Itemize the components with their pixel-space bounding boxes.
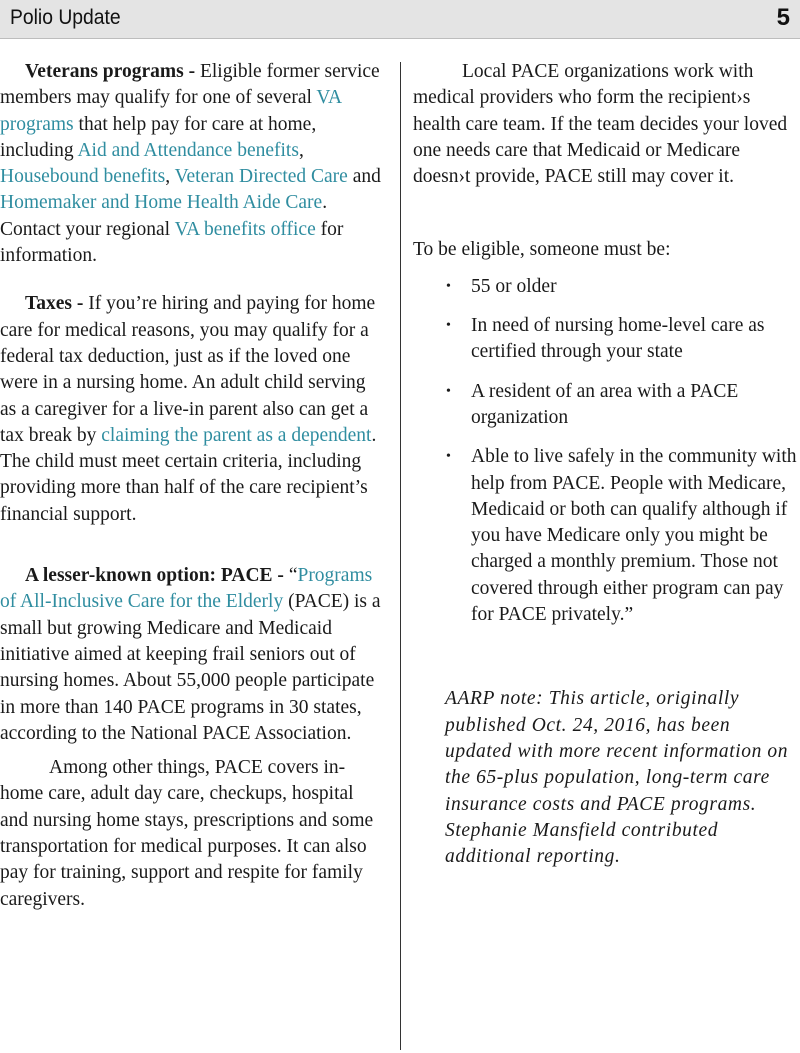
- page-number: 5: [776, 4, 790, 31]
- list-item: [413, 444, 800, 628]
- left-column: [0, 59, 385, 913]
- pace-text: “: [283, 565, 298, 587]
- among-paragraph: Among other things, PACE covers in-home care, adult day care, checkups, hospital and nursing home stays, prescriptions and some transportation for medical purposes. It can also pay for training, support and respite for family caregivers.: [0, 757, 374, 910]
- pace-paragraph: [0, 563, 385, 747]
- pace-text: (PACE) is a small but growing Medicare and Medicaid initiative aimed at keeping frail seniors out of nursing homes. About 55,000 people participate in more than 140 PACE programs in 30 states, according to the National PACE Association.: [0, 591, 381, 744]
- aid-attendance-link[interactable]: Aid and Attendance benefits: [77, 139, 299, 161]
- veterans-text: and: [347, 166, 381, 188]
- column-divider: [400, 62, 401, 1050]
- bullet-icon: •: [446, 318, 451, 334]
- pace-heading: A lesser-known option: PACE -: [25, 565, 284, 587]
- bullet-icon: •: [446, 278, 451, 294]
- veteran-directed-care-link[interactable]: Veteran Directed Care: [174, 166, 348, 188]
- aarp-note: AARP note: This article, originally published Oct. 24, 2016, has been updated with more recent information on the 65-plus population, long-term care insurance costs and PACE programs. Stephanie Mansfield contributed additional reporting.: [445, 688, 789, 868]
- taxes-heading: Taxes -: [25, 293, 84, 315]
- claim-dependent-link[interactable]: claiming the parent as a dependent: [101, 424, 372, 446]
- taxes-text: . The child must meet certain criteria, including providing more than half of the care recipient’s financial support.: [0, 424, 377, 525]
- housebound-link[interactable]: Housebound benefits: [0, 166, 166, 188]
- list-item-text: 55 or older: [471, 275, 557, 297]
- va-programs-link[interactable]: VA programs: [0, 87, 341, 135]
- veterans-heading: Veterans programs -: [25, 61, 196, 82]
- veterans-text: for information.: [0, 218, 344, 267]
- pace-programs-link[interactable]: Programs of All-Inclusive Care for the Elderly: [0, 565, 373, 613]
- homemaker-aide-link[interactable]: Homemaker and Home Health Aide Care: [0, 192, 323, 214]
- local-pace-paragraph: Local PACE organizations work with medical providers who form the recipient›s health care team. If the team decides your loved one needs care that Medicaid or Medicare doesn›t provide, PACE still may cover it.: [413, 61, 788, 188]
- veterans-text: that help pay for care at home, including: [0, 113, 317, 161]
- list-item: [413, 274, 800, 300]
- page-header: [0, 0, 800, 39]
- eligibility-list: [413, 274, 800, 629]
- veterans-text: ,: [165, 166, 175, 188]
- bullet-icon: •: [446, 383, 451, 399]
- eligibility-intro: To be eligible, someone must be:: [413, 239, 671, 261]
- taxes-paragraph: [0, 291, 385, 528]
- right-column: [413, 59, 800, 870]
- veterans-paragraph: [0, 59, 385, 269]
- veterans-text: . Contact your regional: [0, 192, 328, 240]
- list-item-text: A resident of an area with a PACE organization: [471, 380, 739, 428]
- list-item: [413, 379, 800, 432]
- va-benefits-office-link[interactable]: VA benefits office: [174, 218, 316, 240]
- list-item: [413, 313, 800, 366]
- newsletter-title: Polio Update: [10, 6, 121, 29]
- list-item-text: Able to live safely in the community with help from PACE. People with Medicare, Medicaid or both can qualify although if you have Medicare only you might be charged a monthly premium. Those not covered through either program can pay for PACE privately.”: [471, 446, 797, 626]
- veterans-text: Eligible former service members may qualify for one of several: [0, 61, 380, 109]
- veterans-text: ,: [298, 139, 304, 161]
- taxes-text: If you’re hiring and paying for home care for medical reasons, you may qualify for a federal tax deduction, just as if the loved one were in a nursing home. An adult child serving as a caregiver for a live-in parent also can get a tax break by: [0, 293, 376, 446]
- bullet-icon: •: [446, 449, 451, 465]
- list-item-text: In need of nursing home-level care as certified through your state: [471, 315, 765, 363]
